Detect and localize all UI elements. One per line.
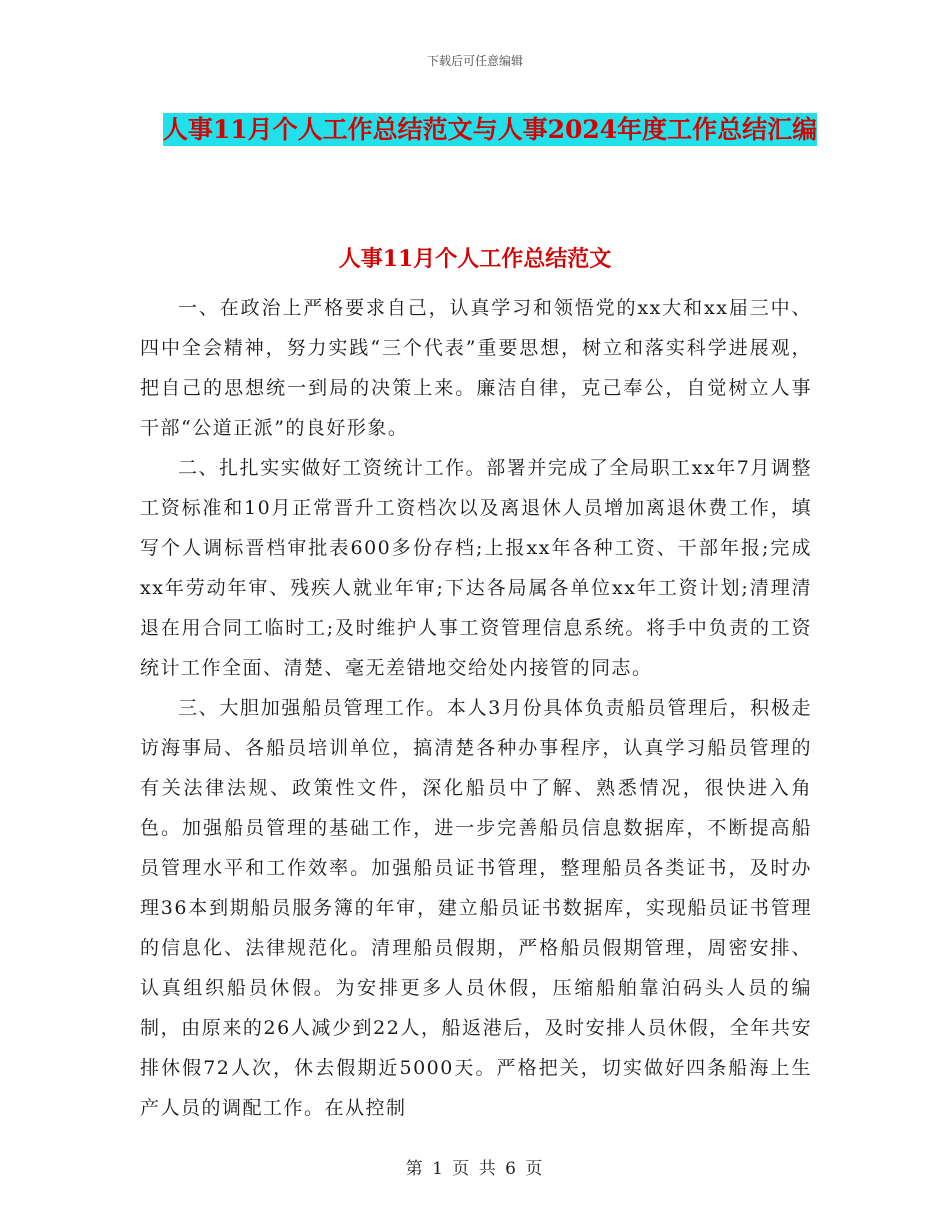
section-title: 人事11月个人工作总结范文 [338, 246, 612, 272]
document-title-text: 人事11月个人工作总结范文与人事2024年度工作总结汇编 [162, 115, 818, 144]
header-note: 下载后可任意编辑 [426, 54, 523, 68]
paragraph-3: 三、大胆加强船员管理工作。本人3月份具体负责船员管理后，积极走访海事局、各船员培训单位，搞清楚各种办事程序，认真学习船员管理的有关法律法规、政策性文件，深化船员中了解、熟悉情况，很快进入角色。加强船员管理的基础工作，进一步完善船员信息数据库，不断提高船员管理水平和工作效率。加强船员证书管理，整理船员各类证书，及时办理36本到期船员服务簿的年审，建立船员证书数据库，实现船员证书管理的信息化、法律规范化。清理船员假期，严格船员假期管理，周密安排、认真组织船员休假。为安排更多人员休假，压缩船舶靠泊码头人员的编制，由原来的26人减少到22人，船返港后，及时安排人员休假，全年共安排休假72人次，休去假期近5000天。严格把关，切实做好四条船海上生产人员的调配工作。在从控制 [140, 697, 812, 1119]
body-text [140, 288, 812, 1128]
paragraph-1: 一、在政治上严格要求自己，认真学习和领悟党的xx大和xx届三中、四中全会精神，努力实践“三个代表”重要思想，树立和落实科学进展观，把自己的思想统一到局的决策上来。廉洁自律，克己奉公，自觉树立人事干部“公道正派”的良好形象。 [140, 297, 812, 439]
paragraph-2: 二、扎扎实实做好工资统计工作。部署并完成了全局职工xx年7月调整工资标准和10月正常晋升工资档次以及离退休人员增加离退休费工作，填写个人调标晋档审批表600多份存档;上报xx年各种工资、干部年报;完成xx年劳动年审、残疾人就业年审;下达各局属各单位xx年工资计划;清理清退在用合同工临时工;及时维护人事工资管理信息系统。将手中负责的工资统计工作全面、清楚、毫无差错地交给处内接管的同志。 [140, 457, 812, 679]
document-title [140, 106, 840, 154]
page-number: 第 1 页 共 6 页 [405, 1159, 545, 1179]
